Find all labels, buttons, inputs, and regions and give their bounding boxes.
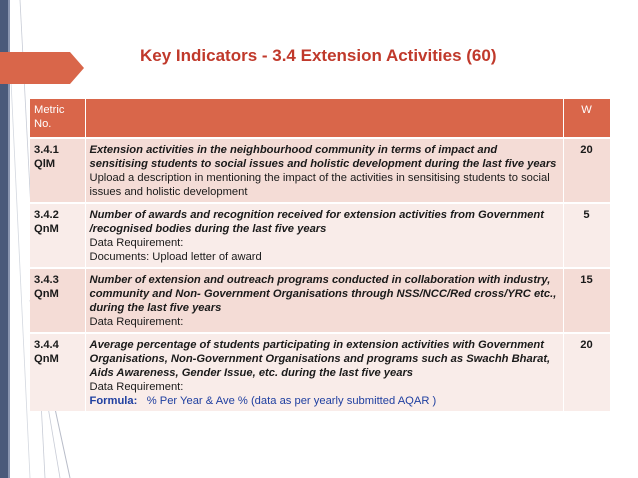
table-row (30, 138, 610, 203)
indicators-table (30, 99, 610, 411)
metric-note: Data Requirement: (89, 237, 184, 249)
header-metric-line2: No. (34, 118, 52, 130)
table-header-row (30, 99, 610, 138)
formula-text: % Per Year & Ave % (data as per yearly submitted AQAR ) (146, 395, 437, 407)
table-row (30, 333, 610, 411)
metric-cell (30, 268, 85, 333)
description-cell (85, 138, 563, 203)
formula-label: Formula: (89, 395, 138, 407)
header-metric (30, 99, 85, 138)
formula-line (90, 394, 559, 408)
metric-question: Extension activities in the neighbourhood community in terms of impact and sensitising students to social issues and holistic development during the last five years (89, 144, 557, 170)
metric-cell (30, 333, 85, 411)
metric-type: QnM (34, 288, 59, 300)
metric-type: QnM (34, 223, 59, 235)
metric-id: 3.4.4 (34, 339, 59, 351)
metric-id: 3.4.2 (34, 209, 59, 221)
metric-cell (30, 138, 85, 203)
metric-id: 3.4.1 (34, 144, 59, 156)
weight-cell: 5 (563, 203, 610, 268)
metric-id: 3.4.3 (34, 274, 59, 286)
metric-note: Data Requirement: (89, 316, 184, 328)
metric-type: QlM (34, 158, 56, 170)
metric-note: Upload a description in mentioning the impact of the activities in sensitising students to social issues and holistic development (89, 172, 550, 198)
metric-question: Average percentage of students participating in extension activities with Government Organisations, Non-Government Organisations and programs such as Swachh Bharat, Aids Awareness, Gender Issue, etc. during the last five years (89, 339, 551, 379)
header-metric-line1: Metric (34, 104, 65, 116)
description-cell (85, 268, 563, 333)
metric-note: Data Requirement: (89, 381, 184, 393)
metric-question: Number of awards and recognition received for extension activities from Government /recognised bodies during the last five years (89, 209, 544, 235)
metric-note: Documents: Upload letter of award (89, 251, 262, 263)
weight-cell: 20 (563, 333, 610, 411)
header-weight: W (563, 99, 610, 138)
metric-question: Number of extension and outreach programs conducted in collaboration with industry, community and Non- Government Organisations through NSS/NCC/Red cross/YRC etc., during the last five years (89, 274, 557, 314)
table-row (30, 268, 610, 333)
table-row (30, 203, 610, 268)
title-arrow-shape (0, 52, 84, 84)
description-cell (85, 203, 563, 268)
weight-cell: 15 (563, 268, 610, 333)
metric-cell (30, 203, 85, 268)
slide-title: Key Indicators - 3.4 Extension Activities (60) (140, 46, 497, 65)
header-description (85, 99, 563, 138)
weight-cell: 20 (563, 138, 610, 203)
metric-type: QnM (34, 353, 59, 365)
description-cell (85, 333, 563, 411)
